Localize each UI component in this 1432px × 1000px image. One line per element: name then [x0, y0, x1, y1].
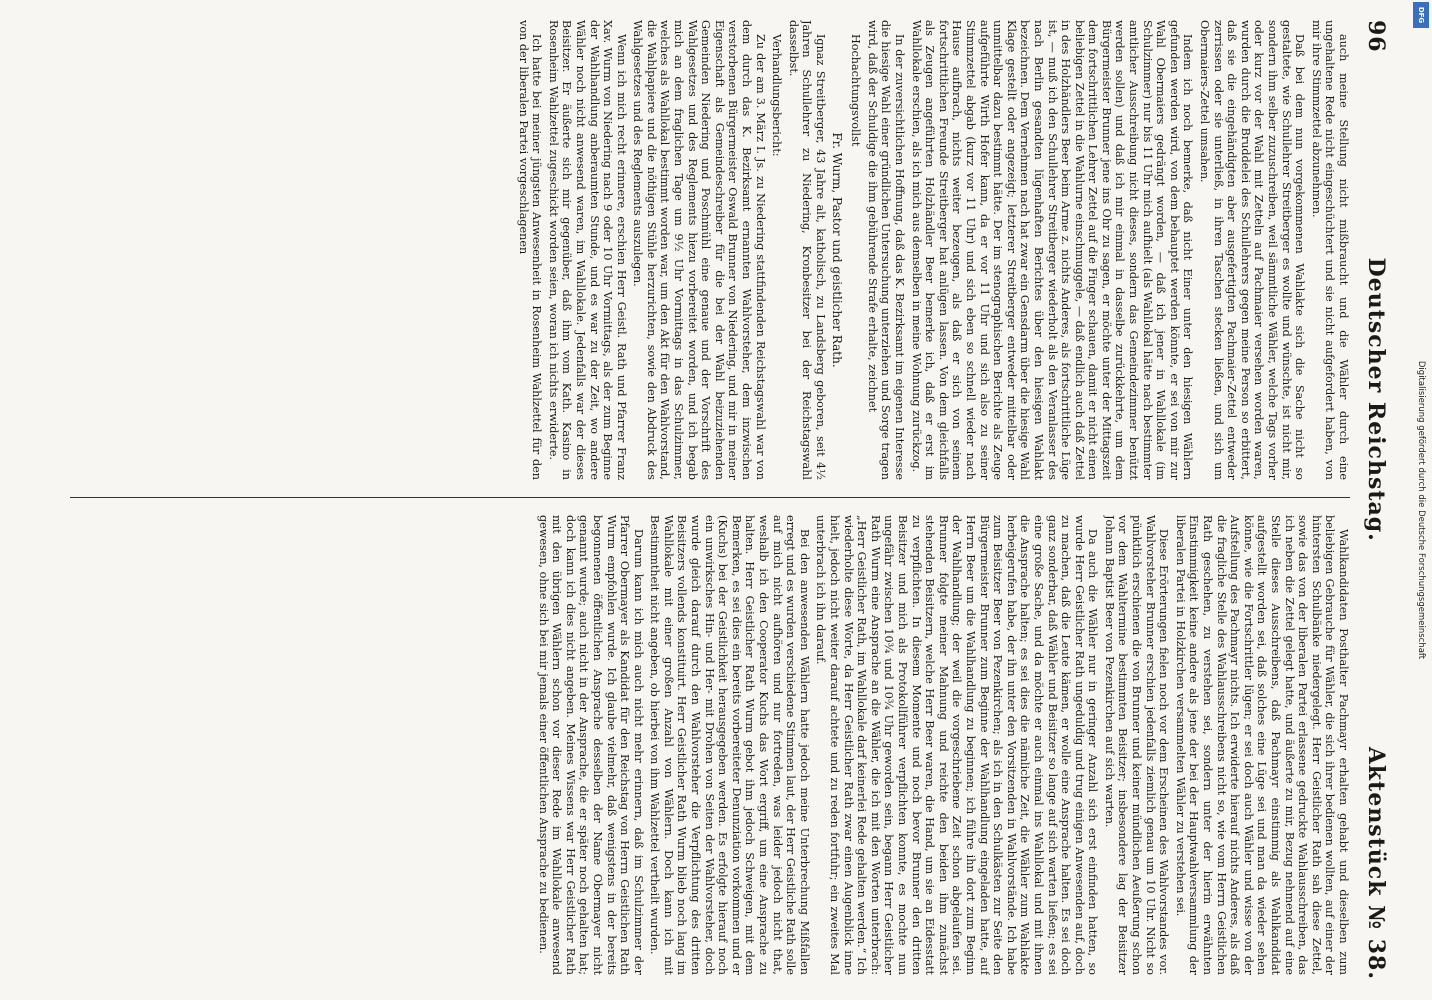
- document-number: Aktenstück № 38.: [1363, 746, 1389, 980]
- left-column: [70, 20, 1350, 480]
- left-paragraph-9: Wenn ich mich recht erinnere, erschien Herr Geistl. Rath und Pfarrer Franz Xav. Wurm von Niedering nach 9 oder 10 Uhr Vormittags, als der zum Beginne der Wahlhandlung anberaumten Stunde, und es war zu der Zeit, wo andere Wähler noch nicht anwesend waren, im Wahllokale. Jedenfalls war der dieses Beisitzer. Er äußerte sich mir gegenüber, daß ihm vom Kath. Kasino in Rosenheim Wahlzettel zugeschickt worden seien, woran ich nichts erwiderte.: [546, 20, 628, 480]
- rotated-page-content: [50, 10, 1400, 990]
- left-paragraph-1: auch meine Stellung nicht mißbraucht und die Wähler durch eine ungehaltene Rede nicht eingeschüchtert und sie nicht aufgefordert haben, von mir ihre Stimmzettel abzunehmen.: [1309, 20, 1350, 480]
- right-paragraph-2: Diese Erörterungen fielen noch vor dem Erscheinen des Wahlvorstandes vor. Wahlvorsteher Brunner erschien jedenfalls ziemlich genau um 10 Uhr. Nicht so pünktlich erschienen die von Brunner und keiner mündlichen Aeußerung schon vor dem Wahltermine bestimmten Beisitzer; insbesondere lag der Beisitzer Johann Baptist Beer von Pezenkirchen auf sich warten.: [1102, 515, 1171, 975]
- dfg-credit-strip: [1412, 30, 1426, 990]
- right-column: [70, 515, 1350, 975]
- page-header: [1362, 20, 1390, 980]
- left-paragraph-3: Indem ich noch bemerke, daß nicht Einer unter den hiesigen Wählern gefunden werden wird, von dem behauptet werden könnte, er sei von mir zur Wahl Obermaiers gedrängt worden, — daß ich jener in Wahllokale (im Schulzimmer) nur bis 11 Uhr mich aufhielt (als Wahllokal hätte nach bestimmter amtlicher Ausschreibung nicht dieses, sondern das Gemeindezimmer benützt werden sollen) und daß ich mir einmal in dasselbe zurückkehrte, um dem Bürgermeister Brunner jene ins Ohr zu sagen, er möchte unter der Mittagszeit dem fortschrittlichen Lehrer Zettel auf die Finger schauen, damit er nicht einen beliebigen Zettel in die Wahlurne einschmuggele, — daß endlich auch daß Zettel in des Holzhändlers Beer beim Arme z. nichts Anderes, als fortschrittliche Lüge ist, — muß ich den Schullehrer Streitberger wiederholt als den Veranlasser des nach Berlin gesandten lügenhaften Berichtes über den hiesigen Wahlakt bezeichnen. Dem Vernehmen nach hat zwar ein Gensdarm über die hiesige Wahl Klage gestellt oder angezeigt; letzterer Streitberger entweder mittelbar oder unmittelbar dazu bestimmt hätte. Der im stenographischen Berichte als Zeuge aufgeführte Wirth Hofer kann, da er vor 11 Uhr und sich also zu seiner Stimmzettel abgab (kurz vor 11 Uhr) und sich eben so schnell wieder nach Hause aufbrach, nichts weiter bezeugen, als daß er sich von seinem fortschrittlichen Freunde Streitberger hat anlügen lassen. Von dem gleichfalls als Zeugen angeführten Holzhändler Beer bemerke ich, daß er erst im Wahllokale erschien, als ich mich aus demselben in meine Wohnung zurückzog.: [909, 20, 1195, 480]
- column-divider: [70, 497, 1350, 498]
- left-paragraph-2: Daß bei dem nun vorgekommenen Wahlakte sich die Sache nicht so gestaltete, wie Schullehrer Streitberger es wollte und wünschte, ist nicht mir, sondern ihm selber zuzuschreiben, weil sämmtliche Wähler, welche Tags vorher oder kurz vor der Wahl mit Zetteln auf Pachmaier versehen worden waren, wurden durch die Bruddelei des Schullehrers gegen meine Person so erbittert, daß sie die eingehändigten aber ausgefertigten Pachmaier-Zettel entweder zerrissen oder sie unterließ, in ihren Taschen stecken ließen, und sich um Obermaiers-Zettel umsahen.: [1198, 20, 1307, 480]
- publication-title: Deutscher Reichstag.: [1363, 257, 1389, 542]
- left-paragraph-4: In der zuversichtlichen Hoffnung, daß das K. Bezirksamt im eigenen Interesse die hiesige Wahl einer gründlichen Untersuchung unterziehen und Sorge tragen wird, daß der Schuldige die ihm gebührende Strafe erhalte, zeichnet: [865, 20, 906, 480]
- right-paragraph-1: Wahlkandidaten Posthalter Pachmayr erhalten gehabt und dieselben zum beliebigen Gebrauche für Wähler, die sich ihrer bedienen wollten, auf einer der hintersten Schulbänke niedergelegt. Herr Geistlicher Rath sah diese Zettel, sowie das von der liberalen Partei erlassene gedruckte Wahlausschreiben, das ich neben die Zettel gelegt hatte, und äußerte zu mir, Bezug nehmend auf eine Stelle dieses Ausschreibens, daß Pachmayr einstimmig als Wahlkandidat aufgestellt worden sei, daß solches eine Lüge sei und man da wieder sehen könne, wie die Fortschrittler lügen; er sei doch auch Wähler und wisse von der Aufstellung des Pachmayr nichts. Ich erwiderte hierauf nichts Anderes, als daß die fragliche Stelle des Wahlausschreibens nicht so, wie vom Herrn Geistlichen Rath geschehen, zu verstehen sei, sondern unter der hierin erwähnten Einstimmigkeit keine andere als jene der bei der Hauptwahlversammlung der liberalen Partei in Holzkirchen versammelten Wähler zu verstehen sei.: [1173, 515, 1350, 975]
- page-number: 96: [1363, 20, 1389, 53]
- dfg-logo-text: DFG: [1417, 6, 1425, 24]
- left-paragraph-7: Verhandlungsbericht:: [770, 34, 784, 157]
- left-paragraph-10: Ich hatte bei meiner jüngsten Anwesenheit in Rosenheim Wahlzettel für den von der liberalen Partei vorgeschlagenen: [516, 20, 544, 480]
- dfg-logo: [1413, 2, 1429, 28]
- right-paragraph-4: Bei den anwesenden Wählern hatte jedoch meine Unterbrechung Mißfallen erregt und es wurden verschiedene Stimmen laut, der Herr Geistliche Rath solle auf mich nicht aufhören und nur fortreden, was leider jedoch nicht that, weshalb ich den Cooperator Kuchs das Wort ergriff, um eine Ansprache zu halten. Herr Geistlicher Rath Wurm gebot ihm jedoch Schweigen, mit dem Bemerken, es sei dies ein bereits vorbereiteter Denunziation vorkommen und er (Kuchs) bei der Geistlichkeit herausgegeben werden. Es erfolgte hierauf noch ein unwirksches Hin- und Her- mit Drohen von Seiten der Wahlvorsteher, doch wurde gleich darauf durch den Wahlvorsteher die Verpflichtung des dritten Beisitzers vollends konstituirt. Herr Geistlicher Rath Wurm blieb noch lang im Wahllokale mit einer großen Anzahl von Wählern. Doch kann ich mit Bestimmtheit nicht angeben, ob hierbei von ihm Wahlzettel vertheilt wurden.: [648, 515, 811, 975]
- signature-line: Fr. Wurm, Pastor und geistlicher Rath.: [829, 132, 844, 368]
- right-paragraph-3: Da auch die Wähler nur in geringer Anzahl sich erst einfinden hatten, so wurde Herr Geistlicher Rath ungeduldig und trug einigen Anwesenden auf, doch zu machen, daß die Leute kämen, er wolle eine Ansprache halten. Es sei doch ganz sonderbar, daß Wähler und Beisitzer so lange auf sich warten ließen; es sei eine große Sache, und da möchte er auch einmal ins Wahllokal und mit ihnen die Ansprache halten; es sei dies die nämliche Zeit, die Wähler zum Wahlakte herbeigerufen habe, der ihn unter den Vorsitzenden in Wahlvorstände. Ich habe zum Beisitzer Beer von Pezenkirchen; als ich in den Schulkästen zur Seite den Bürgermeister Brunner zum Beginne der Wahlhandlung eingeladen hatte, auf Herrn Beer um die Wahlhandlung zu beginnen; ich führe ihn dort zum Beginn der Wahlhandlung; der weil die vorgeschriebene Zeit schon abgelaufen sei. Brunner folgte meiner Mahnung und reichte den beiden ihm zunächst stehenden Beisitzern, welche Herr Beer waren, die Hand, um sie an Eidesstatt zu verpflichten. In diesem Momente und noch bevor Brunner den dritten Beisitzer und mich als Protokollführer verpflichten konnte, es mochte nun ungefähr zwischen 10¾ und 10¾ Uhr geworden sein, begann Herr Geistlicher Rath Wurm eine Ansprache an die Wähler, die ich mit den Worten unterbrach: „Herr Geistlicher Rath, im Wahllokale darf keinerlei Rede gehalten werden.“ Ich wiederholte diese Worte, da Herr Geistlicher Rath zwar einen Augenblick inne hielt, jedoch nicht weiter darauf achtete und zu reden fortfuhr; ein zweites Mal unterbrach ich ihn darauf.: [814, 515, 1100, 975]
- left-paragraph-8: Zu der am 3. März I. Js. zu Niedering stattfindenden Reichstagswahl war von dem durch das K. Bezirksamt ernannten Wahlvorsteher, dem inzwischen verstorbenen Bürgermeister Oswald Brunner von Niedering, und mir in meiner Eigenschaft als Gemeindeschreiber für die bei der Wahl beizuziehenden Gemeinden Niedering und Poschmühl eine genaue und der Vorschrift des Wahlgesetzes und des Reglements hiezu vorbereitet worden, und ich begab mich an dem fraglichen Tage um 9½ Uhr Vormittags in das Schulzimmer, welches als Wahllokal bestimmt worden war, um den Akt für den Wahlvorstand, die Wahlpapiere und die nöthigen Stühle herzurichten, sowie den Abdruck des Wahlgesetzes und des Reglements auszulegen.: [631, 20, 767, 480]
- left-paragraph-5: Hochachtungsvollst: [849, 34, 863, 147]
- dfg-credit-text: Digitalisierung gefördert durch die Deutsche Forschungsgemeinschaft: [1416, 360, 1426, 660]
- right-paragraph-5: Darum kann ich mich auch nicht mehr erinnern, daß im Schulzimmer der Pfarrer Obermayer als Kandidat für den Reichstag von Herrn Geistlichen Rath Wurm empfohlen wurde. Ich glaube vielmehr, daß wenigstens in der bereits begonnenen öffentlichen Ansprache desselben der Name Obermayer nicht genannt wurde; auch nicht in der Ansprache, die er später noch gehalten hat; doch kann ich dies nicht angeben. Meines Wissens war Herr Geistlicher Rath mit den übrigen Wählern schon vor dieser Rede im Wahllokale anwesend gewesen, ohne sich bei mir jemals einer öffentlichen Ansprache zu bedienen.: [536, 515, 645, 975]
- left-paragraph-6: Ignaz Streitberger, 43 Jahre alt, katholisch, zu Landsberg geboren, seit 4½ Jahren Schullehrer zu Niedering, Kronbesitzer bei der Reichstagswahl dasselbst.: [786, 20, 828, 480]
